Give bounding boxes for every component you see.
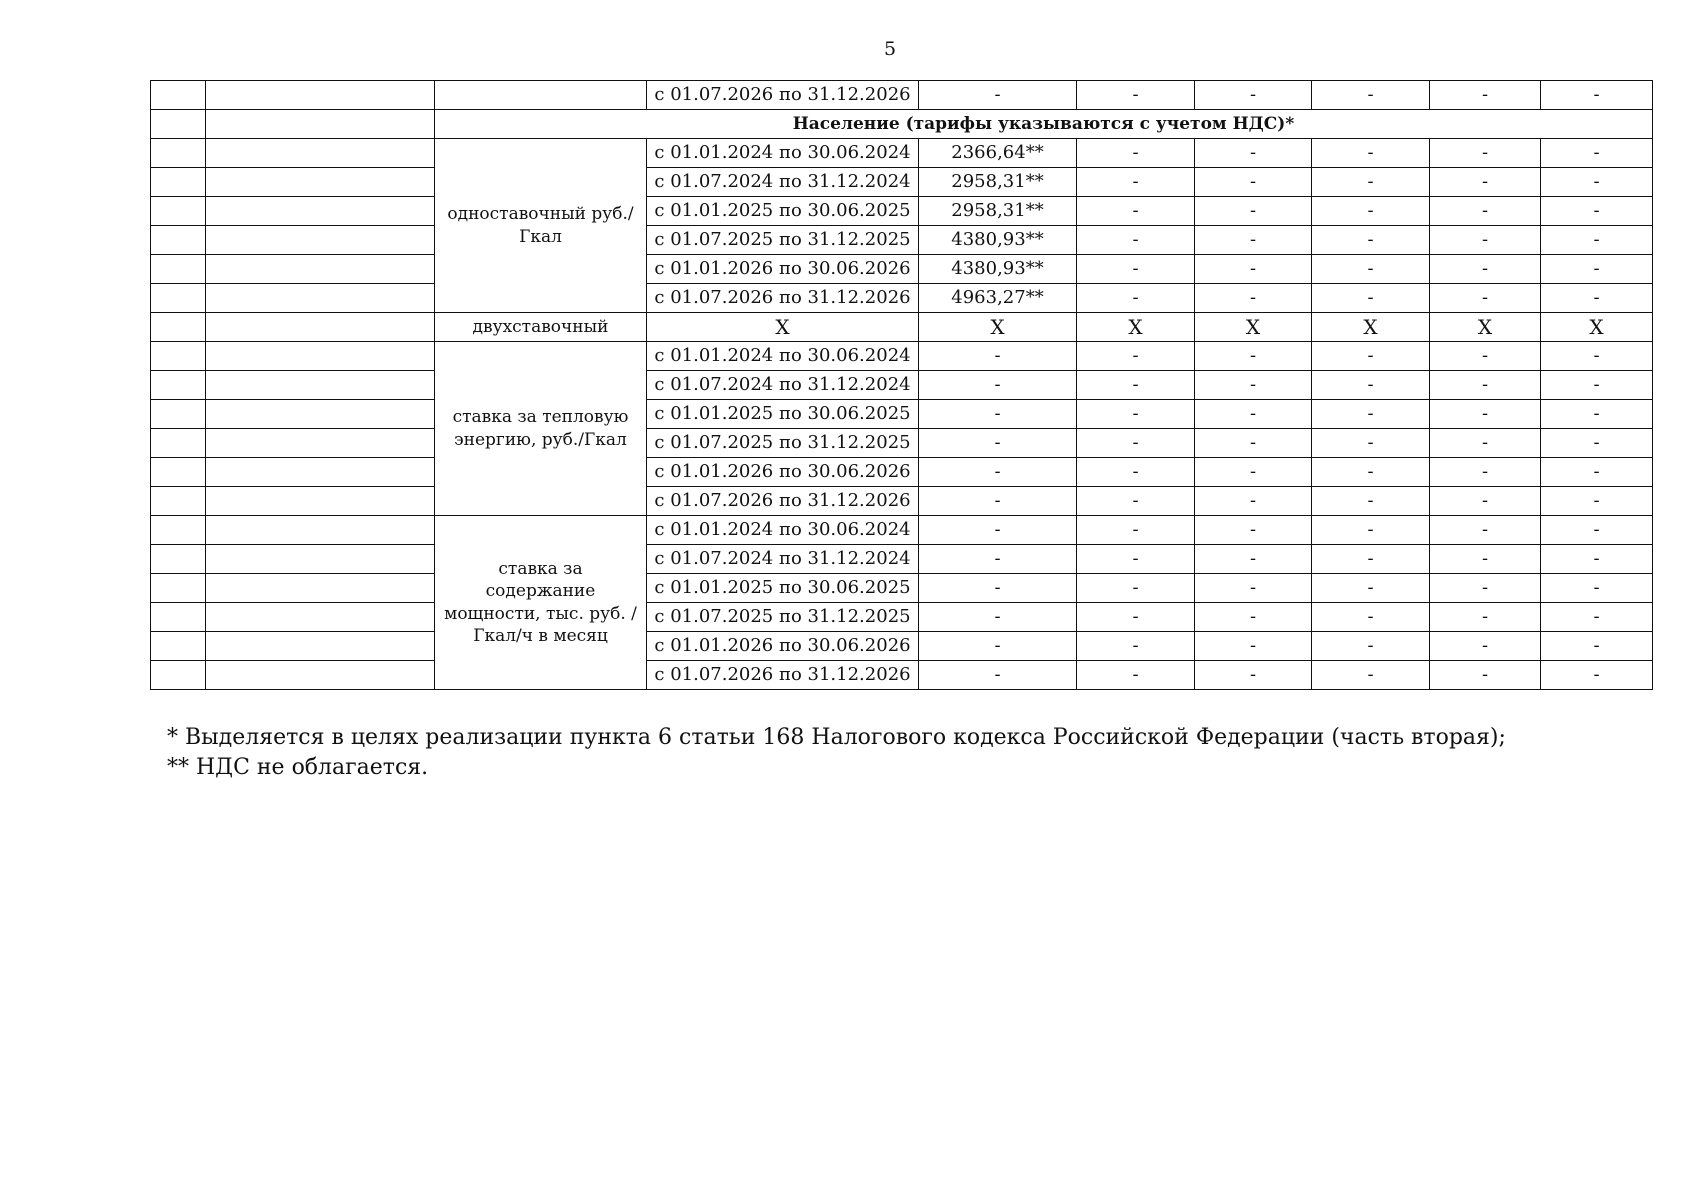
value-cell: -: [1312, 487, 1430, 516]
value-cell: -: [1312, 516, 1430, 545]
value-cell: -: [1195, 574, 1312, 603]
value-cell: -: [1430, 603, 1541, 632]
value-cell: -: [1430, 168, 1541, 197]
table-row: [151, 487, 1653, 516]
value-cell: -: [1541, 255, 1653, 284]
empty-cell: [151, 516, 206, 545]
value-cell: -: [1077, 197, 1195, 226]
value-cell: 2958,31**: [919, 168, 1077, 197]
value-cell: -: [1195, 168, 1312, 197]
value-cell: -: [1195, 81, 1312, 110]
empty-cell: [206, 313, 435, 342]
empty-cell: [151, 197, 206, 226]
tariff-table-body: [151, 81, 1653, 690]
value-cell: -: [1077, 545, 1195, 574]
period-cell: с 01.07.2026 по 31.12.2026: [647, 81, 919, 110]
value-cell: -: [1077, 139, 1195, 168]
empty-cell: [151, 458, 206, 487]
value-cell: -: [1077, 255, 1195, 284]
empty-cell: [206, 81, 435, 110]
value-cell: -: [1312, 429, 1430, 458]
value-cell: -: [1195, 458, 1312, 487]
value-cell: -: [1077, 516, 1195, 545]
footnote-vat-exempt: ** НДС не облагается.: [167, 754, 429, 780]
empty-cell: [206, 110, 435, 139]
value-cell: -: [1541, 487, 1653, 516]
empty-cell: [151, 168, 206, 197]
empty-cell: [206, 342, 435, 371]
table-row: [151, 313, 1653, 342]
value-cell: 4963,27**: [919, 284, 1077, 313]
period-cell: с 01.07.2024 по 31.12.2024: [647, 545, 919, 574]
value-cell: -: [1077, 342, 1195, 371]
period-cell: с 01.07.2026 по 31.12.2026: [647, 284, 919, 313]
footnote-vat-allocation: * Выделяется в целях реализации пункта 6 статьи 168 Налогового кодекса Российской Федерации (часть вторая);: [167, 725, 1506, 750]
period-cell: с 01.07.2025 по 31.12.2025: [647, 226, 919, 255]
value-cell: -: [1430, 516, 1541, 545]
empty-cell: [206, 603, 435, 632]
table-row: [151, 284, 1653, 313]
table-row: [151, 458, 1653, 487]
value-cell: -: [1077, 168, 1195, 197]
value-cell: -: [1077, 81, 1195, 110]
value-cell: -: [1430, 139, 1541, 168]
empty-cell: [435, 81, 647, 110]
value-cell: -: [1077, 226, 1195, 255]
empty-cell: [151, 487, 206, 516]
empty-cell: [206, 400, 435, 429]
value-cell: -: [1195, 226, 1312, 255]
period-cell: с 01.01.2025 по 30.06.2025: [647, 400, 919, 429]
value-cell: -: [919, 400, 1077, 429]
period-cell: Х: [647, 313, 919, 342]
period-cell: с 01.01.2026 по 30.06.2026: [647, 458, 919, 487]
value-cell: -: [1541, 429, 1653, 458]
value-cell: -: [1312, 255, 1430, 284]
value-cell: -: [1541, 661, 1653, 690]
table-row: [151, 139, 1653, 168]
value-cell: -: [919, 632, 1077, 661]
value-cell: -: [1430, 574, 1541, 603]
empty-cell: [206, 661, 435, 690]
value-cell: 2366,64**: [919, 139, 1077, 168]
value-cell: -: [1541, 168, 1653, 197]
value-cell: -: [1430, 197, 1541, 226]
value-cell: -: [1077, 632, 1195, 661]
value-cell: -: [1195, 545, 1312, 574]
empty-cell: [206, 197, 435, 226]
empty-cell: [206, 574, 435, 603]
table-row: [151, 342, 1653, 371]
value-cell: -: [1077, 429, 1195, 458]
empty-cell: [151, 632, 206, 661]
value-cell: -: [1195, 197, 1312, 226]
empty-cell: [206, 487, 435, 516]
period-cell: с 01.07.2024 по 31.12.2024: [647, 371, 919, 400]
value-cell: -: [1195, 139, 1312, 168]
empty-cell: [151, 226, 206, 255]
value-cell: -: [1195, 400, 1312, 429]
value-cell: -: [1195, 284, 1312, 313]
value-cell: -: [1430, 661, 1541, 690]
value-cell: -: [1195, 429, 1312, 458]
value-cell: Х: [1077, 313, 1195, 342]
value-cell: -: [919, 342, 1077, 371]
value-cell: Х: [1430, 313, 1541, 342]
empty-cell: [151, 400, 206, 429]
group-label-capacity: ставка за содержание мощности, тыс. руб. /Гкал/ч в месяц: [435, 516, 647, 690]
table-row: [151, 197, 1653, 226]
value-cell: -: [1541, 516, 1653, 545]
value-cell: -: [1430, 342, 1541, 371]
empty-cell: [206, 168, 435, 197]
table-row: [151, 110, 1653, 139]
table-row: [151, 603, 1653, 632]
period-cell: с 01.01.2026 по 30.06.2026: [647, 255, 919, 284]
value-cell: -: [1195, 487, 1312, 516]
value-cell: -: [1195, 342, 1312, 371]
period-cell: с 01.01.2025 по 30.06.2025: [647, 197, 919, 226]
empty-cell: [151, 661, 206, 690]
value-cell: -: [1541, 458, 1653, 487]
table-row: [151, 255, 1653, 284]
value-cell: -: [1541, 81, 1653, 110]
value-cell: -: [1430, 371, 1541, 400]
value-cell: -: [1541, 371, 1653, 400]
table-row: [151, 545, 1653, 574]
value-cell: -: [1541, 197, 1653, 226]
value-cell: Х: [1312, 313, 1430, 342]
value-cell: -: [1312, 661, 1430, 690]
empty-cell: [206, 429, 435, 458]
value-cell: -: [1430, 632, 1541, 661]
value-cell: -: [1430, 81, 1541, 110]
table-row: [151, 661, 1653, 690]
table-row: [151, 400, 1653, 429]
value-cell: -: [1430, 284, 1541, 313]
value-cell: -: [1430, 458, 1541, 487]
value-cell: -: [919, 487, 1077, 516]
value-cell: -: [1541, 284, 1653, 313]
empty-cell: [206, 226, 435, 255]
period-cell: с 01.07.2025 по 31.12.2025: [647, 603, 919, 632]
empty-cell: [206, 516, 435, 545]
value-cell: -: [1312, 371, 1430, 400]
value-cell: -: [1541, 139, 1653, 168]
value-cell: -: [1195, 371, 1312, 400]
value-cell: -: [1077, 400, 1195, 429]
period-cell: с 01.01.2024 по 30.06.2024: [647, 516, 919, 545]
table-row: [151, 226, 1653, 255]
value-cell: -: [1430, 429, 1541, 458]
value-cell: -: [1312, 284, 1430, 313]
value-cell: -: [1312, 400, 1430, 429]
value-cell: -: [919, 545, 1077, 574]
empty-cell: [151, 81, 206, 110]
period-cell: с 01.01.2026 по 30.06.2026: [647, 632, 919, 661]
value-cell: -: [1312, 342, 1430, 371]
section-header: Население (тарифы указываются с учетом НДС)*: [435, 110, 1653, 139]
value-cell: -: [1312, 458, 1430, 487]
value-cell: -: [1430, 255, 1541, 284]
value-cell: -: [1312, 632, 1430, 661]
empty-cell: [206, 632, 435, 661]
empty-cell: [151, 139, 206, 168]
value-cell: -: [1312, 197, 1430, 226]
value-cell: -: [1077, 661, 1195, 690]
empty-cell: [206, 371, 435, 400]
value-cell: -: [1312, 168, 1430, 197]
empty-cell: [151, 603, 206, 632]
value-cell: -: [1195, 661, 1312, 690]
value-cell: -: [1541, 603, 1653, 632]
value-cell: -: [1312, 545, 1430, 574]
group-label-single-rate: одноставочный руб./Гкал: [435, 139, 647, 313]
empty-cell: [151, 429, 206, 458]
value-cell: -: [1430, 545, 1541, 574]
value-cell: -: [1077, 574, 1195, 603]
group-label-two-rate: двухставочный: [435, 313, 647, 342]
value-cell: -: [1195, 603, 1312, 632]
value-cell: -: [1541, 545, 1653, 574]
value-cell: -: [1195, 632, 1312, 661]
empty-cell: [206, 255, 435, 284]
period-cell: с 01.07.2026 по 31.12.2026: [647, 487, 919, 516]
value-cell: -: [919, 516, 1077, 545]
empty-cell: [151, 110, 206, 139]
empty-cell: [206, 284, 435, 313]
value-cell: 2958,31**: [919, 197, 1077, 226]
value-cell: -: [919, 458, 1077, 487]
value-cell: -: [1077, 603, 1195, 632]
value-cell: -: [1077, 284, 1195, 313]
value-cell: -: [1541, 574, 1653, 603]
value-cell: -: [1312, 603, 1430, 632]
value-cell: -: [1077, 487, 1195, 516]
value-cell: -: [1312, 139, 1430, 168]
empty-cell: [206, 139, 435, 168]
period-cell: с 01.07.2026 по 31.12.2026: [647, 661, 919, 690]
value-cell: -: [1541, 632, 1653, 661]
value-cell: -: [1541, 400, 1653, 429]
table-row: [151, 574, 1653, 603]
value-cell: 4380,93**: [919, 255, 1077, 284]
empty-cell: [206, 458, 435, 487]
value-cell: -: [1541, 226, 1653, 255]
value-cell: -: [1195, 516, 1312, 545]
value-cell: -: [1312, 574, 1430, 603]
value-cell: -: [1312, 81, 1430, 110]
value-cell: -: [1195, 255, 1312, 284]
page-number: 5: [883, 38, 897, 60]
table-row: [151, 516, 1653, 545]
value-cell: -: [919, 603, 1077, 632]
value-cell: 4380,93**: [919, 226, 1077, 255]
period-cell: с 01.07.2025 по 31.12.2025: [647, 429, 919, 458]
value-cell: -: [1430, 487, 1541, 516]
value-cell: Х: [1541, 313, 1653, 342]
footnotes: [167, 723, 1506, 782]
value-cell: -: [1077, 371, 1195, 400]
table-row: [151, 81, 1653, 110]
period-cell: с 01.01.2025 по 30.06.2025: [647, 574, 919, 603]
empty-cell: [151, 342, 206, 371]
value-cell: -: [1430, 400, 1541, 429]
value-cell: Х: [919, 313, 1077, 342]
table-row: [151, 168, 1653, 197]
empty-cell: [151, 545, 206, 574]
value-cell: -: [919, 574, 1077, 603]
table-row: [151, 429, 1653, 458]
period-cell: с 01.01.2024 по 30.06.2024: [647, 342, 919, 371]
period-cell: с 01.01.2024 по 30.06.2024: [647, 139, 919, 168]
value-cell: -: [1541, 342, 1653, 371]
table-row: [151, 632, 1653, 661]
table-row: [151, 371, 1653, 400]
empty-cell: [151, 313, 206, 342]
empty-cell: [206, 545, 435, 574]
empty-cell: [151, 284, 206, 313]
value-cell: -: [919, 661, 1077, 690]
empty-cell: [151, 255, 206, 284]
value-cell: -: [1077, 458, 1195, 487]
tariff-table: [150, 80, 1653, 690]
group-label-heat-energy: ставка за тепловую энергию, руб./Гкал: [435, 342, 647, 516]
value-cell: -: [1312, 226, 1430, 255]
value-cell: -: [919, 429, 1077, 458]
value-cell: -: [919, 81, 1077, 110]
value-cell: -: [1430, 226, 1541, 255]
empty-cell: [151, 371, 206, 400]
empty-cell: [151, 574, 206, 603]
value-cell: -: [919, 371, 1077, 400]
value-cell: Х: [1195, 313, 1312, 342]
period-cell: с 01.07.2024 по 31.12.2024: [647, 168, 919, 197]
